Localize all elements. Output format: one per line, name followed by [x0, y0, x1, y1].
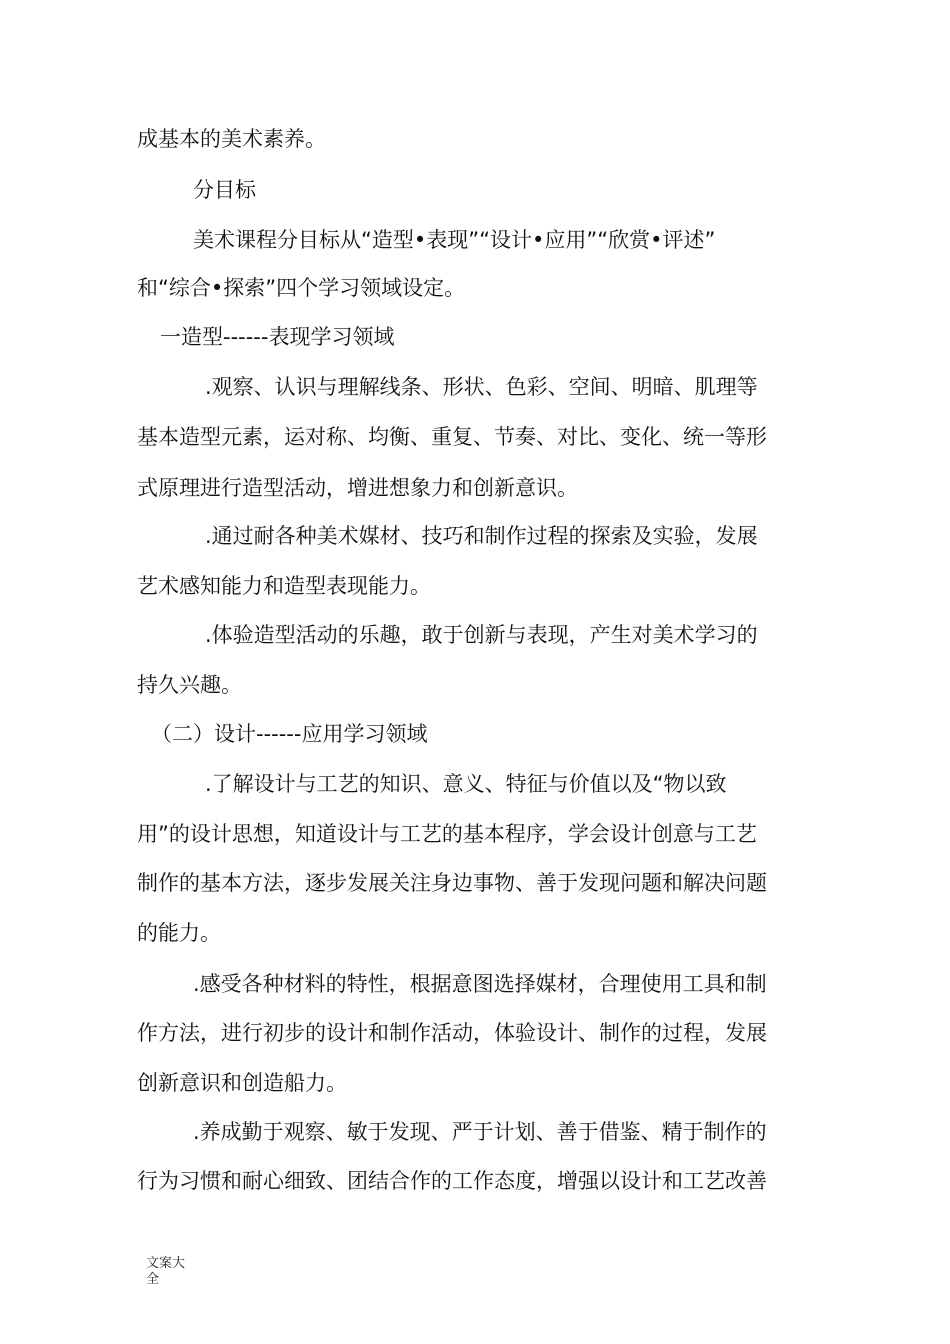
text-line: 美术课程分目标从“造型•表现”“设计•应用”“欣赏•评述” [193, 228, 716, 252]
text-line: 作方法，进行初步的设计和制作活动，体验设计、制作的过程，发展 [137, 1021, 767, 1045]
text-line: 和“综合•探索”四个学习领域设定。 [137, 276, 466, 300]
text-line: .体验造型活动的乐趣，敢于创新与表现，产生对美术学习的 [205, 623, 758, 647]
text-line: 行为习惯和耐心细致、团结合作的工作态度，增强以设计和工艺改善 [137, 1169, 767, 1193]
footer-line: 文案大 [146, 1256, 186, 1271]
text-line: 创新意识和创造船力。 [137, 1071, 347, 1095]
text-line: 成基本的美术素养。 [137, 127, 326, 151]
text-line: 艺术感知能力和造型表现能力。 [137, 574, 431, 598]
page-footer [146, 1256, 185, 1288]
text-line: 式原理进行造型活动，增进想象力和创新意识。 [137, 476, 578, 500]
text-line: 制作的基本方法，逐步发展关注身边事物、善于发现问题和解决问题 [137, 871, 767, 895]
text-line: .通过耐各种美术媒材、技巧和制作过程的探索及实验，发展 [205, 524, 758, 548]
text-line: .感受各种材料的特性，根据意图选择媒材，合理使用工具和制 [193, 972, 767, 996]
text-line: .观察、认识与理解线条、形状、色彩、空间、明暗、肌理等 [205, 375, 758, 399]
subsection-heading: 一造型------表现学习领域 [160, 325, 395, 349]
text-line: 的能力。 [137, 921, 221, 945]
text-line: 用”的设计思想，知道设计与工艺的基本程序，学会设计创意与工艺 [137, 822, 757, 846]
text-line: .了解设计与工艺的知识、意义、特征与价值以及“物以致 [205, 772, 727, 796]
footer-line: 全 [146, 1272, 160, 1287]
text-line: .养成勤于观察、敏于发现、严于计划、善于借鉴、精于制作的 [193, 1120, 767, 1144]
subsection-heading: （二）设计------应用学习领域 [151, 722, 428, 746]
section-heading: 分目标 [193, 178, 256, 202]
text-line: 基本造型元素，运对称、均衡、重复、节奏、对比、变化、统一等形 [137, 425, 767, 449]
text-line: 持久兴趣。 [137, 673, 242, 697]
